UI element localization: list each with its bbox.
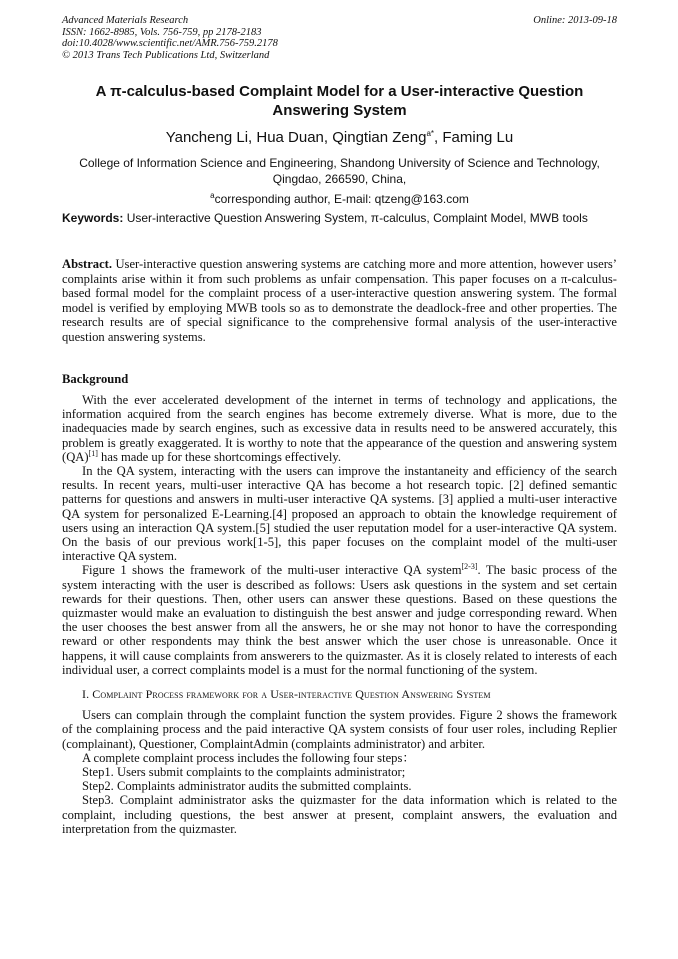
author-last: , Faming Lu (434, 129, 514, 146)
abstract (62, 257, 617, 344)
journal-header (62, 15, 617, 61)
journal-name: Advanced Materials Research (62, 15, 189, 26)
citation-ref: [1] (88, 448, 98, 458)
background-paragraph-1 (62, 393, 617, 464)
step-2: Step2. Complaints administrator audits the submitted complaints. (82, 779, 412, 794)
keywords-label: Keywords: (62, 211, 124, 225)
corresponding-author (62, 191, 617, 207)
affiliation: College of Information Science and Engineering, Shandong University of Science and Technology, Qingdao, 266590, China, (79, 156, 600, 186)
keywords-text: User-interactive Question Answering System, π-calculus, Complaint Model, MWB tools (126, 211, 588, 225)
citation-ref: [2-3] (461, 562, 478, 572)
keywords (62, 211, 617, 226)
section-1-paragraph-1: Users can complain through the complaint function the system provides. Figure 2 shows the framework of the complaining process and the paid interactive QA system consists of four user roles, including Replier (complainant), Questioner, ComplaintAdmin (complaints administrator) and arbiter. (62, 708, 617, 751)
bg-p3-text: Figure 1 shows the framework of the multi-user interactive QA system (82, 563, 462, 578)
author-names: Yancheng Li, Hua Duan, Qingtian Zeng (165, 129, 427, 146)
bg-p3-text-end: . The basic process of the system interacting with the user is described as follows: Users ask questions in the system and set certain rewards for their questions. Then, other users can answer these questions. Based on these questions the quizmaster would make an evaluation to distinguish the best answer and judge corresponding reward. When the user chooses the best answer from all the answers, he or she may not honor to have the corresponding reward or other respondents may think the best answer which the user chose is unreasonable. Once it happens, it will cause complaints from answerers to the quizmaster. As it is closely related to interests of each individual user, a correct complaints model is a must for the normal functioning of the system. (62, 563, 618, 677)
bg-p1-text: With the ever accelerated development of the internet in terms of technology and applications, the information acquired from the search engines has become extremely diverse. What is more, due to the inadequacies made by search engines, such as excessive data in results need to be answered accurately, this problem is greatly exaggerated. It is worthy to note that the appearance of the question and answering system (QA) (62, 393, 617, 464)
paper-title: A π-calculus-based Complaint Model for a User-interactive Question Answering System (95, 83, 584, 119)
issn-line: ISSN: 1662-8985, Vols. 756-759, pp 2178-2183 (62, 26, 262, 38)
online-date: Online: 2013-09-18 (533, 15, 617, 26)
author-list (62, 128, 617, 148)
bg-p1-text-end: has made up for these shortcomings effectively. (97, 449, 341, 464)
author-mark: a* (426, 129, 435, 138)
step-1: Step1. Users submit complaints to the complaints administrator; (82, 765, 406, 780)
abstract-text: User-interactive question answering systems are catching more and more attention, however users’ complaints arise within it from such problems as unfair compensation. This paper focuses on a π-calculus-based formal model for the complaint process of a user-interactive question answering system. The formal model is verified by employing MWB tools so as to demonstrate the deadlock-free and other properties. The research results are of special significance to the comprehensive formal analysis of the user-interactive question answering systems. (62, 257, 617, 344)
section-1-paragraph-2: A complete complaint process includes the following four steps： (82, 750, 415, 765)
body-text (62, 393, 617, 836)
background-paragraph-2: In the QA system, interacting with the users can improve the instantaneity and efficiency of the search results. In recent years, multi-user interactive QA has become a hot research topic. [2] defined semantic patterns for questions and answers in multi-user interactive QA systems. [3] applied a multi-user interactive QA system for personalized E-Learning.[4] proposed an approach to obtain the knowledge requirement of users using an interaction QA system.[5] studied the user reputation model for a user-interactive QA system. On the basis of our previous work[1-5], this paper focuses on the complaint model of the multi-user interactive QA system. (62, 464, 617, 564)
background-heading: Background (62, 372, 129, 386)
abstract-label: Abstract. (62, 257, 113, 271)
doi-line: doi:10.4028/www.scientific.net/AMR.756-759.2178 (62, 38, 278, 49)
copyright-line: © 2013 Trans Tech Publications Ltd, Switzerland (62, 49, 270, 61)
section-1-heading: I. Complaint Process framework for a User-interactive Question Answering System (82, 687, 491, 702)
corresponding-mark: a (210, 191, 215, 200)
corresponding-text: corresponding author, E-mail: qtzeng@163.com (214, 192, 469, 206)
step-3: Step3. Complaint administrator asks the quizmaster for the data information which is related to the complaint, including questions, the best answer at present, complaint answers, the evaluation and interpretation from the quizmaster. (62, 793, 617, 836)
background-paragraph-3 (62, 563, 617, 677)
